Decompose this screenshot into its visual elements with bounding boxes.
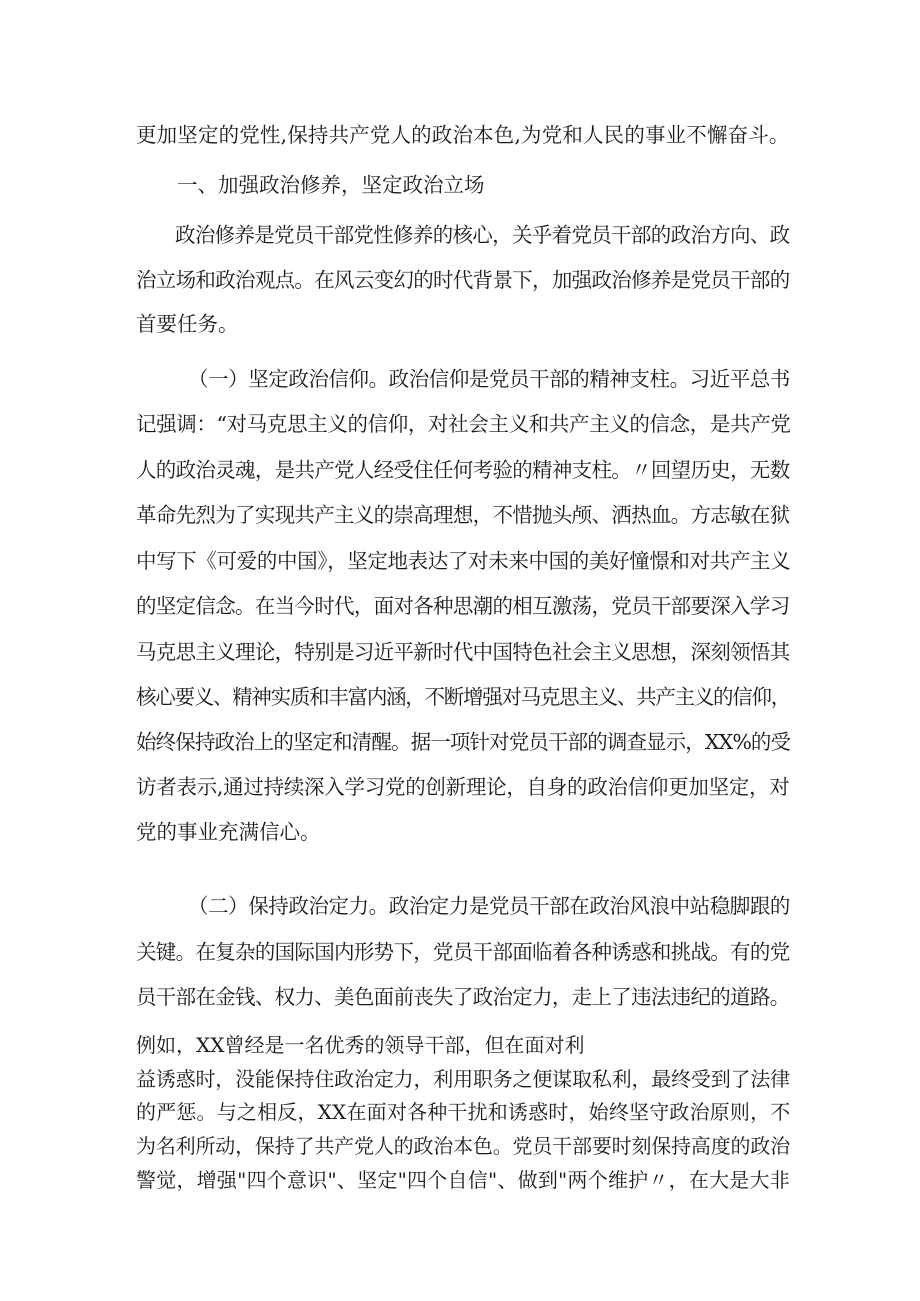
text-line: 治立场和政治观点。在风云变幻的时代背景下，加强政治修养是党员干部的 [136, 268, 790, 292]
text-line: 革命先烈为了实现共产主义的崇高理想，不惜抛头颅、洒热血。方志敏在狱 [136, 503, 790, 527]
text-line: 记强调：“对马克思主义的信仰，对社会主义和共产主义的信念，是共产党 [136, 412, 791, 436]
text-line: 例如，XX曾经是一名优秀的领导干部，但在面对利 [136, 1033, 585, 1057]
text-line: 访者表示,通过持续深入学习党的创新理论，自身的政治信仰更加坚定，对 [136, 775, 790, 799]
text-line: 马克思主义理论，特别是习近平新时代中国特色社会主义思想，深刻领悟其 [136, 640, 790, 664]
text-line: 益诱惑时，没能保持住政治定力，利用职务之便谋取私利，最终受到了法律 [136, 1067, 790, 1091]
text-line: 核心要义、精神实质和丰富内涵，不断增强对马克思主义、共产主义的信仰， [136, 685, 790, 709]
section-heading: 一、加强政治修养，坚定政治立场 [177, 173, 485, 197]
subsection-lead: （二）保持政治定力。政治定力是党员干部在政治风浪中站稳脚跟的 [188, 894, 790, 918]
text-line: 始终保持政治上的坚定和清醒。据一项针对党员干部的调查显示，XX%的受 [136, 730, 791, 754]
text-line: 的严惩。与之相反，XX在面对各种干扰和诱惑时，始终坚守政治原则，不 [136, 1100, 791, 1124]
text-line: 更加坚定的党性,保持共产党人的政治本色,为党和人民的事业不懈奋斗。 [136, 123, 790, 147]
text-line: 首要任务。 [136, 312, 239, 336]
text-line: 警觉，增强"四个意识"、坚定"四个自信"、做到"两个维护〃，在大是大非 [136, 1168, 790, 1192]
text-line: 政治修养是党员干部党性修养的核心，关乎着党员干部的政治方向、政 [175, 223, 790, 247]
subsection-lead: （一）坚定政治信仰。政治信仰是党员干部的精神支柱。习近平总书 [188, 367, 790, 391]
text-line: 为名利所动，保持了共产党人的政治本色。党员干部要时刻保持高度的政治 [136, 1134, 790, 1158]
text-line: 党的事业充满信心。 [136, 820, 321, 844]
text-line: 关键。在复杂的国际国内形势下，党员干部面临着各种诱惑和挑战。有的党 [136, 940, 790, 964]
text-line: 的坚定信念。在当今时代，面对各种思潮的相互激荡，党员干部要深入学习 [136, 594, 790, 618]
text-line: 员干部在金钱、权力、美色面前丧失了政治定力，走上了违法违纪的道路。 [136, 985, 790, 1009]
text-line: 中写下《可爱的中国》，坚定地表达了对未来中国的美好憧憬和对共产主义 [136, 549, 791, 573]
text-line: 人的政治灵魂，是共产党人经受住任何考验的精神支柱。〃回望历史，无数 [136, 458, 790, 482]
